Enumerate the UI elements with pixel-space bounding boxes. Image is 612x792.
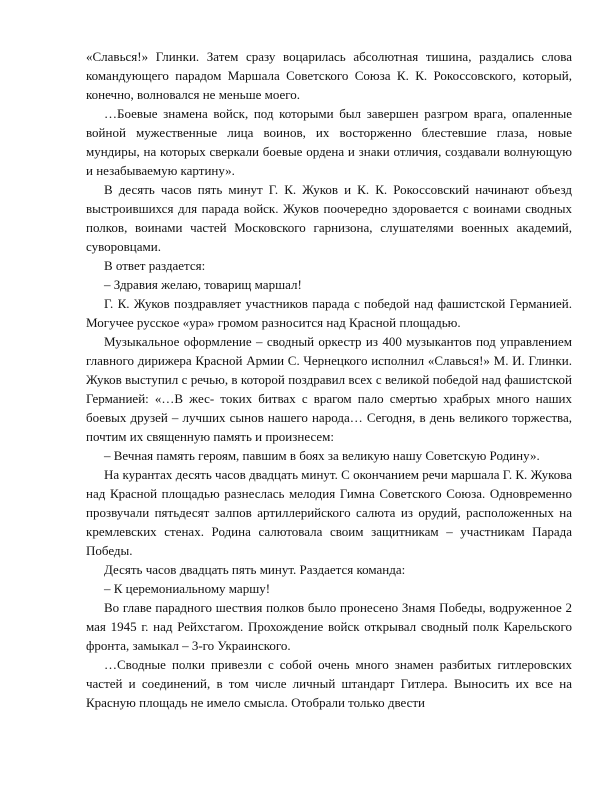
paragraph-12: Во главе парадного шествия полков было пронесено Знамя Победы, водруженное 2 мая 1945 г. над Рейхстагом. Прохождение войск открывал сводный полк Карельского фронта, замыкал – 3-го Украинского. (86, 600, 572, 653)
paragraph-10: Десять часов двадцать пять минут. Раздается команда: (104, 562, 406, 577)
paragraph-11: – К церемониальному маршу! (104, 581, 271, 596)
paragraph-13: …Сводные полки привезли с собой очень много знамен разбитых гитлеровских частей и соединений, в том числе личный штандарт Гитлера. Выносить их все на Красную площадь не имело смысла. Отобрали только двести (86, 657, 572, 710)
paragraph-9: На курантах десять часов двадцать минут. С окончанием речи маршала Г. К. Жукова над Красной площадью разнеслась мелодия Гимна Советского Союза. Одновременно прозвучали пятьдесят залпов артиллерийского салюта из орудий, расположенных на кремлевских стенах. Родина салютовала своим защитникам – участникам Парада Победы. (86, 467, 572, 558)
paragraph-7: Музыкальное оформление – сводный оркестр из 400 музыкантов под управлением главного дирижера Красной Армии С. Чернецкого исполнил «Славься!» М. И. Глинки. Жуков выступил с речью, в которой поздравил всех с великой победой над фашистской Германией: «…В жес- токих битвах с врагом пало смертью храбрых много наших боевых друзей – лучших сынов нашего народа… Сегодня, в день великого торжества, почтим их священную память и произнесем: (86, 334, 572, 444)
paragraph-3: В десять часов пять минут Г. К. Жуков и К. К. Рокоссовский начинают объезд выстроившихся для парада войск. Жуков поочередно здоровается с воинами сводных полков, воинами частей Московского гарнизона, слушателями военных академий, суворовцами. (86, 182, 572, 254)
paragraph-2: …Боевые знамена войск, под которыми был завершен разгром врага, опаленные войной мужественные лица воинов, их восторженно блестевшие глаза, новые мундиры, на которых сверкали боевые ордена и знаки отличия, создавали волнующую и незабываемую картину». (86, 106, 572, 178)
paragraph-5: – Здравия желаю, товарищ маршал! (104, 277, 302, 292)
paragraph-6: Г. К. Жуков поздравляет участников парада с победой над фашистской Германией. Могучее русское «ура» громом разносится над Красной площадью. (86, 296, 572, 330)
paragraph-4: В ответ раздается: (104, 258, 206, 273)
paragraph-8: – Вечная память героям, павшим в боях за великую нашу Советскую Родину». (104, 448, 540, 463)
body-text (86, 47, 572, 712)
paragraph-1: «Славься!» Глинки. Затем сразу воцарилась абсолютная тишина, раздались слова командующего парадом Маршала Советского Союза К. К. Рокоссовского, который, конечно, волновался не меньше моего. (86, 49, 572, 102)
